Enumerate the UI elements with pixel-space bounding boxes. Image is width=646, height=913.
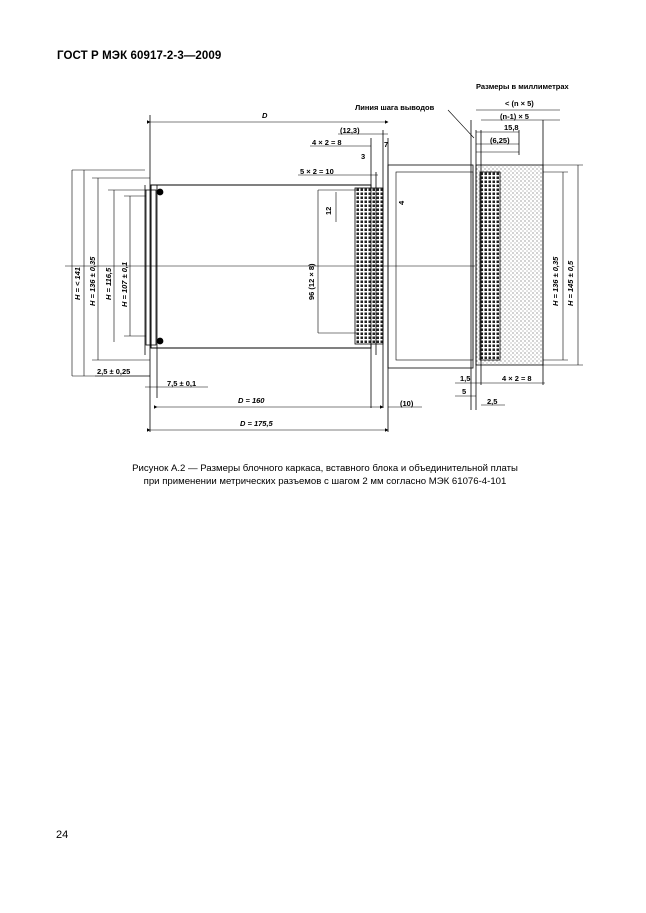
label-h141: H = < 141	[73, 267, 82, 300]
figure-caption	[60, 462, 590, 488]
label-25b: 2,5	[487, 397, 498, 406]
label-n1x5: (n-1) × 5	[500, 112, 529, 121]
label-96: 96 (12 × 8)	[307, 263, 316, 300]
label-h136r: H = 136 ± 0,35	[551, 256, 560, 306]
label-5x2: 5 × 2 = 10	[300, 167, 334, 176]
label-75: 7,5 ± 0,1	[167, 379, 197, 388]
label-4x2b: 4 × 2 = 8	[502, 374, 532, 383]
label-4x2: 4 × 2 = 8	[312, 138, 342, 147]
label-d1755: D = 175,5	[240, 419, 273, 428]
document-header: ГОСТ Р МЭК 60917-2-3—2009	[57, 50, 222, 62]
side-view	[471, 120, 543, 410]
label-n5: < (n × 5)	[505, 99, 534, 108]
label-158: 15,8	[504, 123, 519, 132]
units-note: Размеры в миллиметрах	[476, 82, 569, 91]
label-5: 5	[462, 387, 467, 396]
label-12: 12	[324, 206, 333, 215]
label-d85: D	[262, 111, 268, 120]
label-10: (10)	[400, 399, 414, 408]
label-15: 1,5	[460, 374, 471, 383]
label-123: (12,3)	[340, 126, 360, 135]
label-h1165: H = 116,5	[104, 267, 113, 300]
label-7: 7	[384, 140, 389, 149]
label-d160: D = 160	[238, 396, 265, 405]
label-3: 3	[361, 152, 366, 161]
page-number: 24	[56, 829, 69, 841]
label-h107: H = 107 ± 0,1	[120, 261, 129, 307]
caption-line-2: при применении метрических разъемов с шагом 2 мм согласно МЭК 61076-4-101	[143, 476, 507, 487]
label-4: 4	[397, 200, 406, 205]
label-625: (6,25)	[490, 136, 510, 145]
label-25: 2,5 ± 0,25	[97, 367, 131, 376]
label-h145: H = 145 ± 0,5	[566, 260, 575, 306]
caption-line-1: Рисунок А.2 — Размеры блочного каркаса, вставного блока и объединительной платы	[132, 463, 518, 474]
pitch-line-label: Линия шага выводов	[355, 103, 435, 112]
label-h136: H = 136 ± 0,35	[88, 256, 97, 306]
